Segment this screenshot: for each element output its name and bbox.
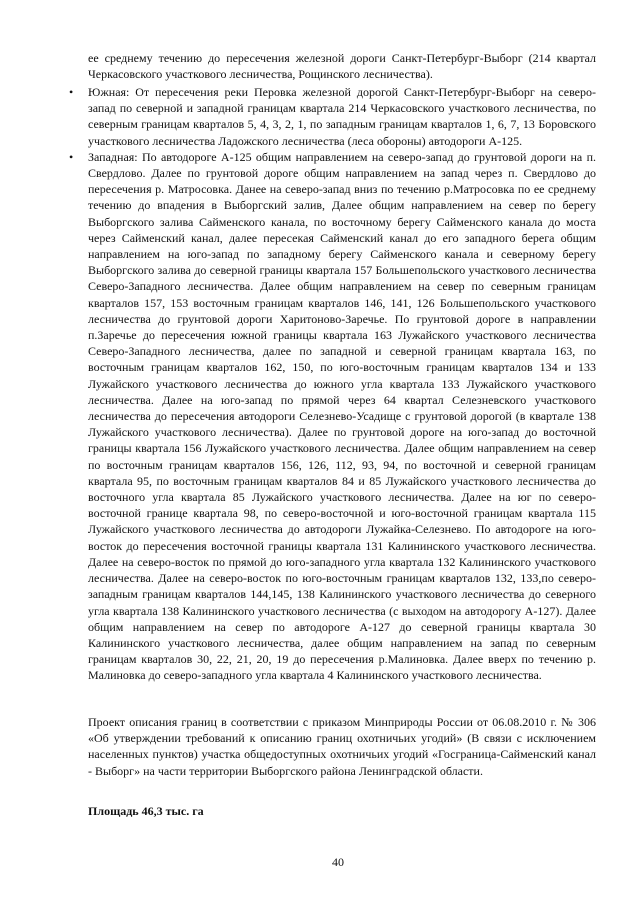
list-item-text: Южная: От пересечения реки Перовка железной дорогой Санкт-Петербург-Выборг на северо-запад по северной и западной границам квартала 214 Черкасовского участкового лесничества, по северным границам кварталов 5, 4, 3, 2, 1, по западным границам кварталов 1, 6, 7, 13 Боровского участкового лесничества Ладожского лесничества (леса обороны) автодороги А-125. [88, 85, 596, 148]
page-number: 40 [332, 855, 344, 869]
list-item-text: Западная: По автодороге А-125 общим направлением на северо-запад до грунтовой дороги на п. Свердлово. Далее по грунтовой дороге общим направлением на запад через п. Свердлово до пересечения р. Матросовка. Данее на северо-запад вниз по течению р.Матросовка по ее среднему течению до впадения в Выборгский залив, Далее общим направлением на север по берегу Выборгского залива Сайменского канала, по восточному берегу Сайменского канала до моста через Сайменский канал, далее пересекая Сайменский канал до его западного берега общим направлением на юго-запад по западному берегу Сайменского канала и северному берегу Выборгского залива до северной границы квартала 157 Большепольского участкового лесничества Северо-Западного лесничества. Далее общим направлением на север по северным границам кварталов 157, 153 восточным границам кварталов 146, 141, 126 Большепольского участкового лесничества до грунтовой дороги Харитоново-Заречье. По грунтовой дороге в направлении п.Заречье до пересечения южной границы квартала 163 Лужайского участкового лесничества Северо-Западного лесничества, далее по западной и северной границам квартала 163, по восточным границам кварталов 162, 150, по юго-восточным границам кварталов 134 и 133 Лужайского участкового лесничества до южного угла квартала 133 Лужайского участкового лесничества. Далее на юго-запад по прямой через 64 квартал Селезневского участкового лесничества до пересечения автодороги Селезнево-Усадище с грунтовой дорогой (в квартале 138 Лужайского участкового лесничества). Далее по грунтовой дороге на юго-запад до восточной границы квартала 156 Лужайского участкового лесничества. Далее общим направлением на север по восточным границам кварталов 156, 126, 112, 93, 94, по восточной и северной границам квартала 95, по восточным границам кварталов 84 и 85 Лужайского участкового лесничества до восточного угла квартала 85 Лужайского участкового лесничества. Далее на юг по северо-восточной границе квартала 98, по северо-восточной и юго-восточной границам квартала 115 Лужайского участкового лесничества до автодороги Лужайка-Селезнево. По автодороге на юго-восток до пересечения восточной границы квартала 131 Калининского участкового лесничества. Далее на северо-восток по прямой до юго-западного угла квартала 132 Калининского участкового лесничества. Далее на северо-восток по юго-восточным границам кварталов 132, 133,по северо-западным границам кварталов 144,145, 138 Калининского участкового лесничества до северного угла квартала 138 Калининского участкового лесничества (с выходом на автодорогу А-127). Далее общим направлением на север по автодороге А-127 до северной границы квартала 30 Калининского участкового лесничества, далее общим направлением на запад по северным границам кварталов 30, 22, 21, 20, 19 до пересечения р.Малиновка. Далее вверх по течению р. Малиновка до северо-западного угла квартала 4 Калининского участкового лесничества. [88, 149, 596, 683]
project-paragraph: Проект описания границ в соответствии с приказом Минприроды России от 06.08.2010 г. № 306 «Об утверждении требований к описанию границ охотничьих угодий» (В связи с исключением населенных пунктов) участка общедоступных охотничьих угодий «Госграница-Сайменский канал - Выборг» на части территории Выборгского района Ленинградской области. [88, 715, 596, 778]
area-heading: Площадь 46,3 тыс. га [88, 804, 204, 818]
bullet-icon: • [69, 85, 74, 99]
bullet-icon: • [69, 149, 74, 164]
bullet-list [69, 84, 596, 684]
list-item-south [69, 84, 596, 149]
list-item-west [69, 149, 596, 684]
boundary-list [69, 84, 596, 684]
intro-paragraph: ее среднему течению до пересечения железной дороги Санкт-Петербург-Выборг (214 квартал Черкасовского участкового лесничества, Рощинского лесничества). [88, 51, 596, 82]
